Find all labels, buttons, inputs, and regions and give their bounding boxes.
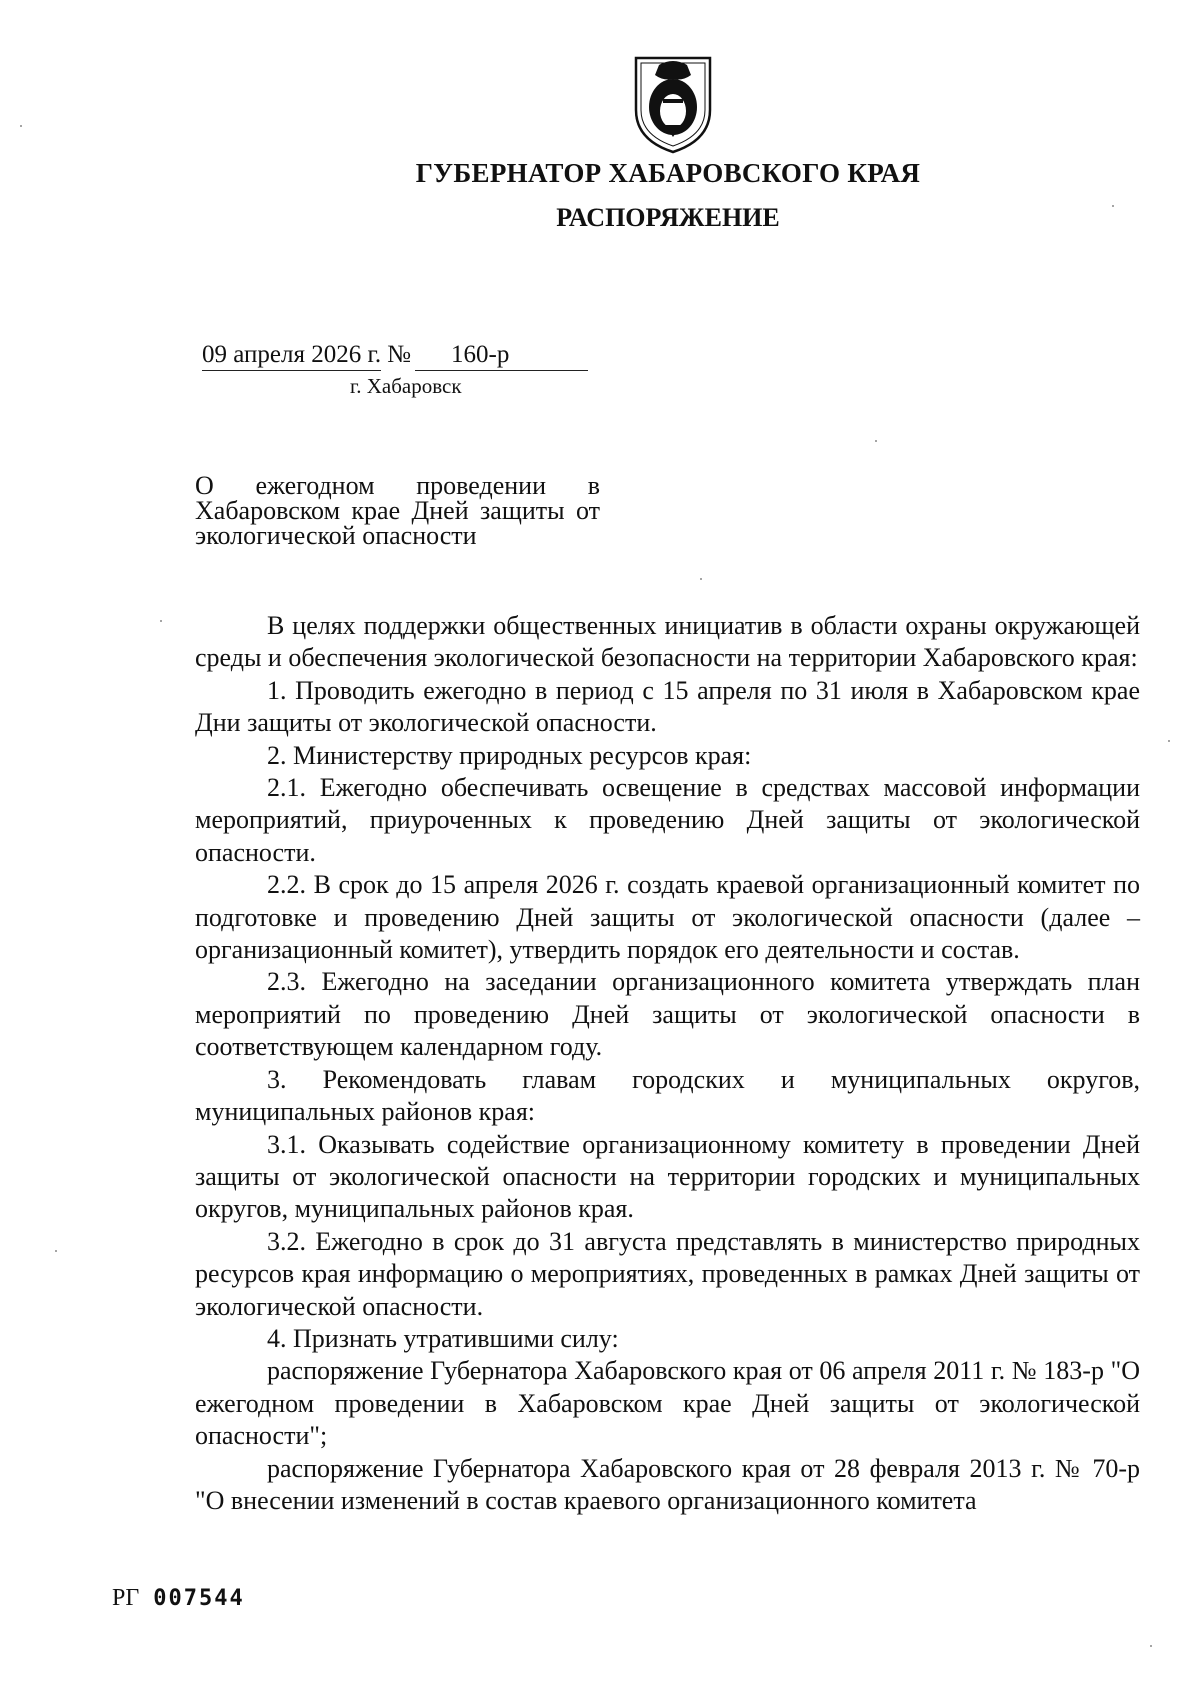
issuer-title: ГУБЕРНАТОР ХАБАРОВСКОГО КРАЯ	[415, 158, 921, 188]
paragraph: В целях поддержки общественных инициатив в области охраны окружающей среды и обеспечения экологической безопасности на территории Хабаровского края:	[195, 611, 1140, 673]
document-date: 09 апреля 2026 г.	[202, 341, 381, 371]
document-type: РАСПОРЯЖЕНИЕ	[556, 203, 780, 232]
paragraph: 2.1. Ежегодно обеспечивать освещение в средствах массовой информации мероприятий, приуроченных к проведению Дней защиты от экологической опасности.	[195, 773, 1140, 867]
scan-speck	[1168, 740, 1170, 742]
document-body	[195, 610, 1140, 1517]
document-number: 160-р	[415, 341, 588, 371]
paragraph: 2.3. Ежегодно на заседании организационного комитета утверждать план мероприятий по проведению Дней защиты от экологической опасности в соответствующем календарном году.	[195, 967, 1140, 1062]
coat-of-arms-icon	[633, 55, 713, 155]
paragraph: 4. Признать утратившими силу:	[267, 1323, 619, 1353]
scan-speck	[160, 620, 162, 622]
document-city: г. Хабаровск	[350, 374, 462, 398]
scan-speck	[1150, 1645, 1152, 1647]
scan-speck	[700, 578, 702, 580]
paragraph: 2. Министерству природных ресурсов края:	[267, 740, 752, 770]
paragraph: распоряжение Губернатора Хабаровского края от 28 февраля 2013 г. № 70-р "О внесении изменений в состав краевого организационного комитета	[195, 1453, 1140, 1515]
paragraph: 1. Проводить ежегодно в период с 15 апреля по 31 июля в Хабаровском крае Дни защиты от экологической опасности.	[195, 675, 1140, 738]
paragraph: распоряжение Губернатора Хабаровского края от 06 апреля 2011 г. № 183-р "О ежегодном проведении в Хабаровском крае Дней защиты от экологической опасности";	[195, 1356, 1140, 1451]
paragraph: 3.1. Оказывать содействие организационному комитету в проведении Дней защиты от экологической опасности на территории городских и муниципальных округов, муниципальных районов края.	[195, 1129, 1140, 1224]
scan-speck	[20, 125, 22, 127]
number-label: №	[387, 341, 412, 368]
date-number-line	[202, 341, 588, 371]
paragraph: 3.2. Ежегодно в срок до 31 августа представлять в министерство природных ресурсов края информацию о мероприятиях, проведенных в рамках Дней защиты от экологической опасности.	[195, 1226, 1140, 1321]
serial-prefix: РГ	[112, 1585, 140, 1611]
document-subject: О ежегодном проведении в Хабаровском крае Дней защиты от экологической опасности	[195, 471, 600, 550]
form-serial-number	[112, 1585, 245, 1612]
scan-speck	[875, 440, 877, 442]
paragraph: 3. Рекомендовать главам городских и муниципальных округов, муниципальных районов края:	[195, 1064, 1140, 1127]
scan-speck	[55, 1250, 57, 1252]
paragraph: 2.2. В срок до 15 апреля 2026 г. создать краевой организационный комитет по подготовке и проведению Дней защиты от экологической опасности (далее – организационный комитет), утвердить порядок его деятельности и состав.	[195, 870, 1140, 965]
scan-speck	[1112, 205, 1114, 207]
serial-digits: 007544	[153, 1586, 245, 1611]
